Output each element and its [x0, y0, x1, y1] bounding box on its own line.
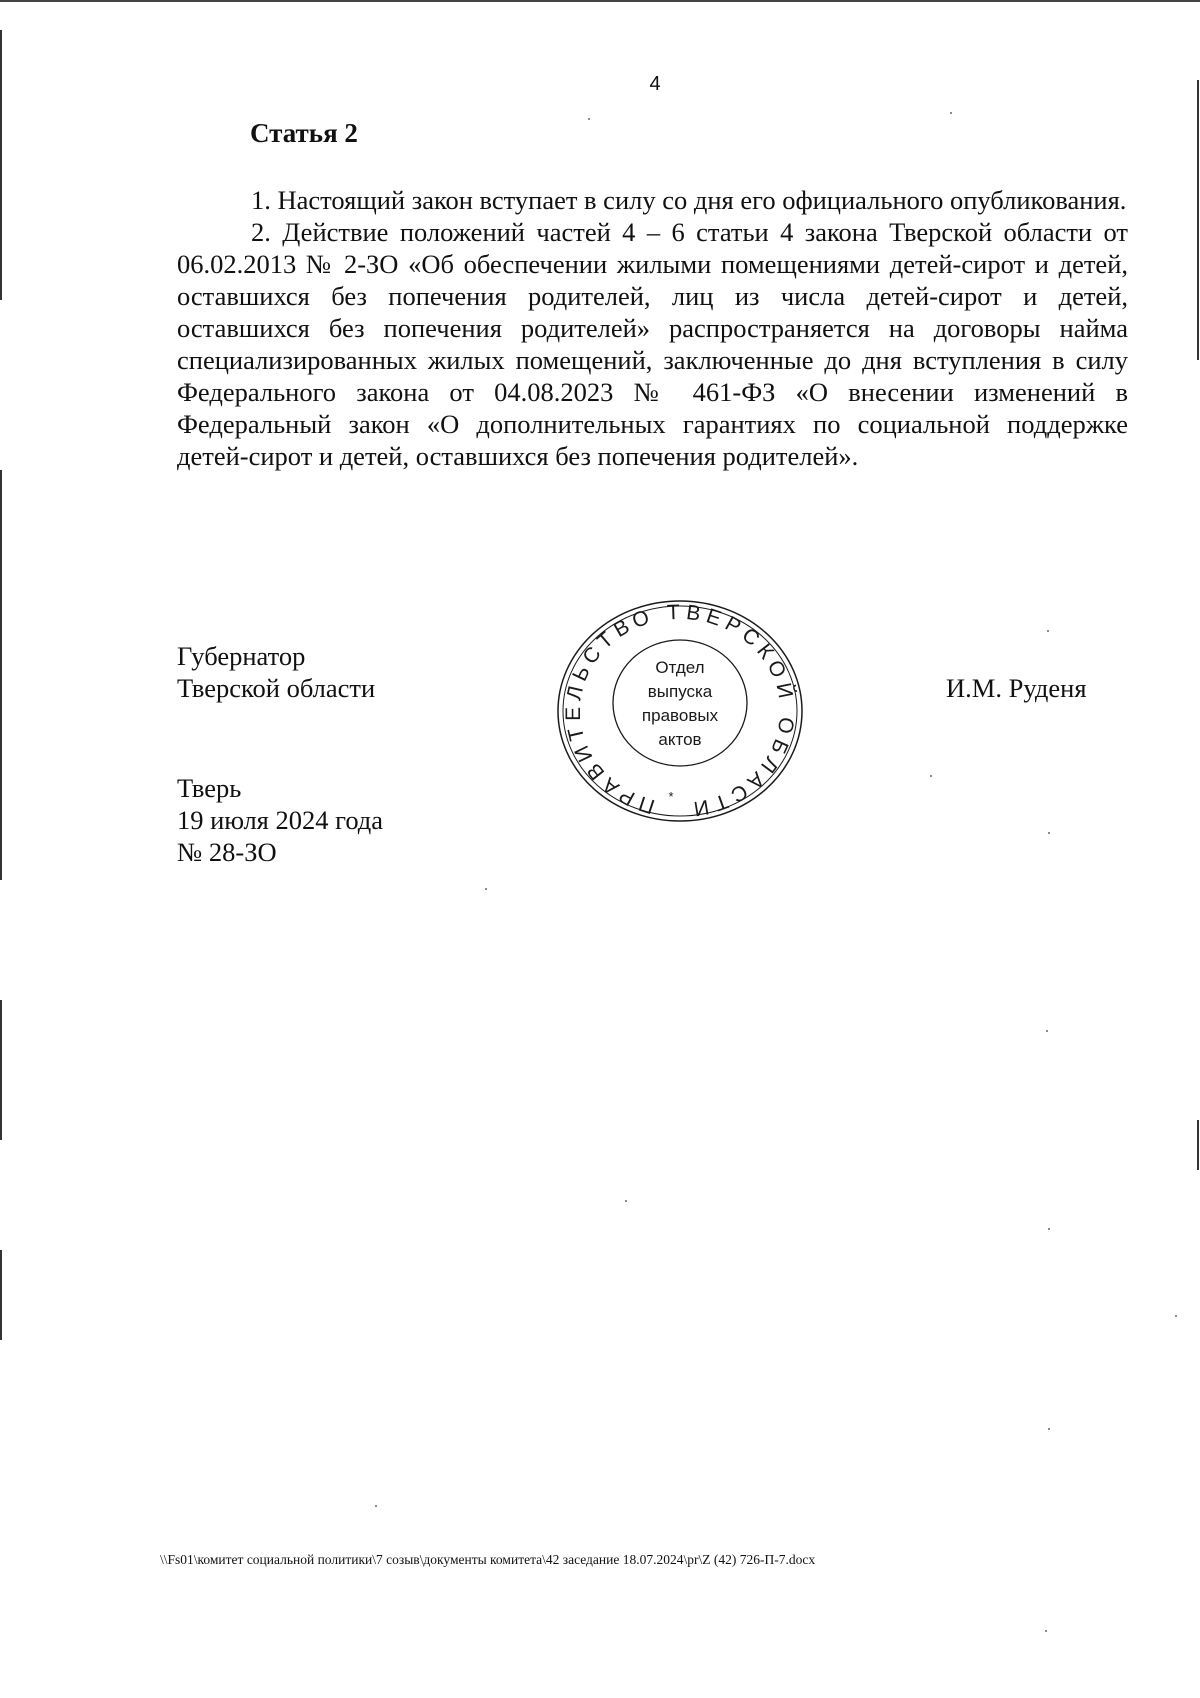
- scan-edge-left: [0, 30, 2, 300]
- article-heading: Статья 2: [250, 118, 358, 148]
- article-paragraph: 1. Настоящий закон вступает в силу со дня его официального опубликования.: [251, 185, 1127, 215]
- article-paragraph: 2. Действие положений частей 4 – 6 статьи 4 закона Тверской области от 06.02.2013 № 2-ЗО «Об обеспечении жилыми помещениями детей-сирот и детей, оставшихся без попечения родителей, лиц из числа детей-сирот и детей, оставшихся без попечения родителей» распространяется на договоры найма специализированных жилых помещений, заключенные до дня вступления в силу Федерального закона от 04.08.2023 № 461-ФЗ «О внесении изменений в Федеральный закон «О дополнительных гарантиях по социальной поддержке детей-сирот и детей, оставшихся без попечения родителей».: [177, 217, 1128, 471]
- scan-speck: [375, 1505, 377, 1507]
- stamp-center-text: Отдел: [655, 658, 705, 677]
- scan-edge-right: [1197, 1120, 1199, 1170]
- stamp-ring-text: ПРАВИТЕЛЬСТВО ТВЕРСКОЙ ОБЛАСТИ: [561, 600, 799, 822]
- scan-edge-left: [0, 470, 2, 880]
- official-stamp: [555, 593, 805, 823]
- scan-speck: [1048, 832, 1050, 834]
- scan-speck: [1046, 1030, 1048, 1032]
- scan-speck: [625, 1200, 627, 1202]
- scan-speck: [1175, 1315, 1177, 1317]
- scan-speck: [1048, 1228, 1050, 1230]
- stamp-center-text: правовых: [641, 706, 719, 725]
- signatory-title-line: Губернатор: [177, 641, 306, 671]
- scan-speck: [1048, 1428, 1050, 1430]
- signatory-title-line: Тверской области: [177, 673, 376, 703]
- scan-speck: [930, 775, 932, 777]
- scan-speck: [1045, 1630, 1047, 1632]
- page-number: 4: [649, 73, 661, 95]
- scan-speck: [485, 888, 487, 890]
- place-and-date: [177, 772, 383, 868]
- stamp-center-text: актов: [658, 730, 702, 749]
- article-body: [177, 184, 1128, 472]
- scan-edge-right: [1197, 80, 1199, 360]
- file-path-footer: \\Fs01\комитет социальной политики\7 созыв\документы комитета\42 заседание 18.07.2024\pr\Z (42) 726-П-7.docx: [160, 1552, 816, 1567]
- scan-speck: [950, 112, 952, 114]
- scan-speck: [1047, 630, 1049, 632]
- stamp-star: *: [668, 789, 674, 804]
- scan-edge-left: [0, 1000, 2, 1140]
- scan-edge-top: [0, 0, 1200, 2]
- scan-speck: [588, 118, 590, 120]
- stamp-center-text: выпуска: [647, 682, 713, 701]
- signatory-name: И.М. Руденя: [946, 673, 1087, 703]
- place-city: Тверь: [177, 773, 242, 803]
- law-date: 19 июля 2024 года: [177, 805, 384, 835]
- signatory-title: [177, 640, 375, 704]
- scan-edge-left: [0, 1250, 2, 1340]
- law-number: № 28-ЗО: [177, 837, 277, 867]
